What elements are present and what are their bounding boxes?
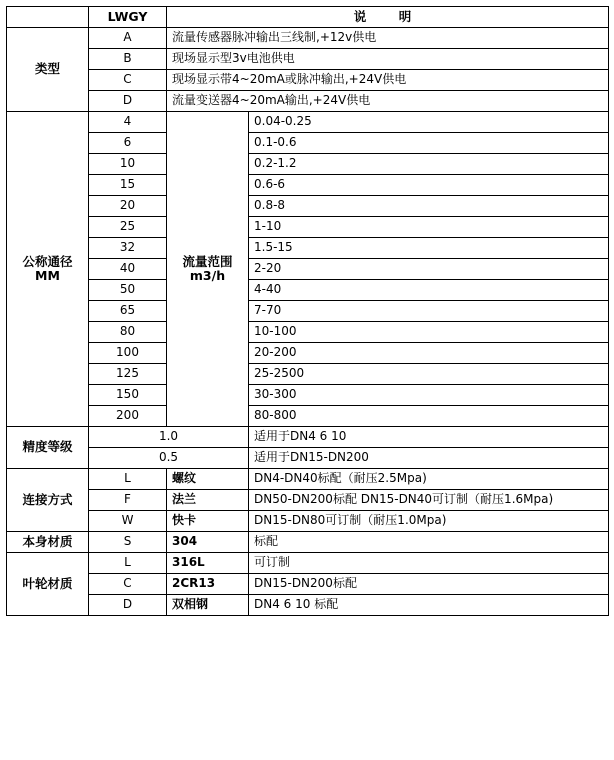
section-label-impeller-material: 叶轮材质 [7,553,89,616]
table-row [7,595,609,616]
table-row [7,532,609,553]
dn-flow-80: 10-100 [249,322,609,343]
specification-table [6,6,609,616]
section-label-connection: 连接方式 [7,469,89,532]
dn-code-200: 200 [89,406,167,427]
dn-flow-125: 25-2500 [249,364,609,385]
dn-flow-65: 7-70 [249,301,609,322]
table-row [7,238,609,259]
dn-code-125: 125 [89,364,167,385]
dn-flow-200: 80-800 [249,406,609,427]
connection-desc-w: DN15-DN80可订制（耐压1.0Mpa) [249,511,609,532]
connection-desc-f: DN50-DN200标配 DN15-DN40可订制（耐压1.6Mpa) [249,490,609,511]
table-row [7,70,609,91]
table-row [7,217,609,238]
dn-flow-20: 0.8-8 [249,196,609,217]
accuracy-desc-1: 适用于DN4 6 10 [249,427,609,448]
dn-code-20: 20 [89,196,167,217]
impeller-name-d: 双相钢 [167,595,249,616]
header-cell-description: 说 明 [167,7,609,28]
connection-desc-l: DN4-DN40标配（耐压2.5Mpa) [249,469,609,490]
dn-code-150: 150 [89,385,167,406]
dn-code-32: 32 [89,238,167,259]
table-row [7,364,609,385]
dn-code-25: 25 [89,217,167,238]
dn-code-40: 40 [89,259,167,280]
type-desc-c: 现场显示带4~20mA或脉冲输出,+24V供电 [167,70,609,91]
section-label-body-material: 本身材质 [7,532,89,553]
impeller-code-d: D [89,595,167,616]
dn-code-15: 15 [89,175,167,196]
connection-name-l: 螺纹 [167,469,249,490]
table-row [7,49,609,70]
impeller-desc-c: DN15-DN200标配 [249,574,609,595]
table-row [7,133,609,154]
type-code-b: B [89,49,167,70]
table-row [7,196,609,217]
nominal-diameter-line2: MM [35,268,60,283]
table-header-row [7,7,609,28]
dn-code-4: 4 [89,112,167,133]
connection-code-f: F [89,490,167,511]
table-row [7,28,609,49]
table-row [7,280,609,301]
table-row [7,259,609,280]
dn-flow-100: 20-200 [249,343,609,364]
impeller-desc-l: 可订制 [249,553,609,574]
flow-range-line1: 流量范围 [182,253,233,269]
connection-code-w: W [89,511,167,532]
dn-flow-10: 0.2-1.2 [249,154,609,175]
dn-code-65: 65 [89,301,167,322]
table-row [7,91,609,112]
connection-name-f: 法兰 [167,490,249,511]
dn-flow-40: 2-20 [249,259,609,280]
table-row [7,490,609,511]
dn-code-100: 100 [89,343,167,364]
impeller-code-c: C [89,574,167,595]
body-material-name-s: 304 [167,532,249,553]
type-code-d: D [89,91,167,112]
flow-range-label [167,112,249,427]
dn-flow-4: 0.04-0.25 [249,112,609,133]
table-row [7,406,609,427]
table-row [7,553,609,574]
type-desc-a: 流量传感器脉冲输出三线制,+12v供电 [167,28,609,49]
dn-flow-150: 30-300 [249,385,609,406]
table-row [7,154,609,175]
table-row [7,385,609,406]
impeller-code-l: L [89,553,167,574]
dn-flow-6: 0.1-0.6 [249,133,609,154]
dn-flow-25: 1-10 [249,217,609,238]
header-cell-blank [7,7,89,28]
type-desc-b: 现场显示型3v电池供电 [167,49,609,70]
dn-code-6: 6 [89,133,167,154]
type-code-a: A [89,28,167,49]
table-row [7,427,609,448]
section-label-nominal-diameter [7,112,89,427]
table-row [7,301,609,322]
impeller-desc-d: DN4 6 10 标配 [249,595,609,616]
nominal-diameter-line1: 公称通径 [22,253,73,269]
type-code-c: C [89,70,167,91]
impeller-name-l: 316L [167,553,249,574]
header-cell-model: LWGY [89,7,167,28]
dn-code-10: 10 [89,154,167,175]
table-row [7,175,609,196]
table-row [7,469,609,490]
type-desc-d: 流量变送器4~20mA输出,+24V供电 [167,91,609,112]
table-row [7,511,609,532]
table-row [7,112,609,133]
section-label-type: 类型 [7,28,89,112]
dn-code-50: 50 [89,280,167,301]
table-row [7,448,609,469]
dn-flow-15: 0.6-6 [249,175,609,196]
section-label-accuracy: 精度等级 [7,427,89,469]
table-row [7,343,609,364]
accuracy-code-2: 0.5 [89,448,249,469]
accuracy-code-1: 1.0 [89,427,249,448]
dn-flow-32: 1.5-15 [249,238,609,259]
connection-name-w: 快卡 [167,511,249,532]
body-material-desc-s: 标配 [249,532,609,553]
dn-flow-50: 4-40 [249,280,609,301]
flow-range-line2: m3/h [189,268,226,283]
accuracy-desc-2: 适用于DN15-DN200 [249,448,609,469]
body-material-code-s: S [89,532,167,553]
dn-code-80: 80 [89,322,167,343]
table-row [7,322,609,343]
table-row [7,574,609,595]
connection-code-l: L [89,469,167,490]
impeller-name-c: 2CR13 [167,574,249,595]
